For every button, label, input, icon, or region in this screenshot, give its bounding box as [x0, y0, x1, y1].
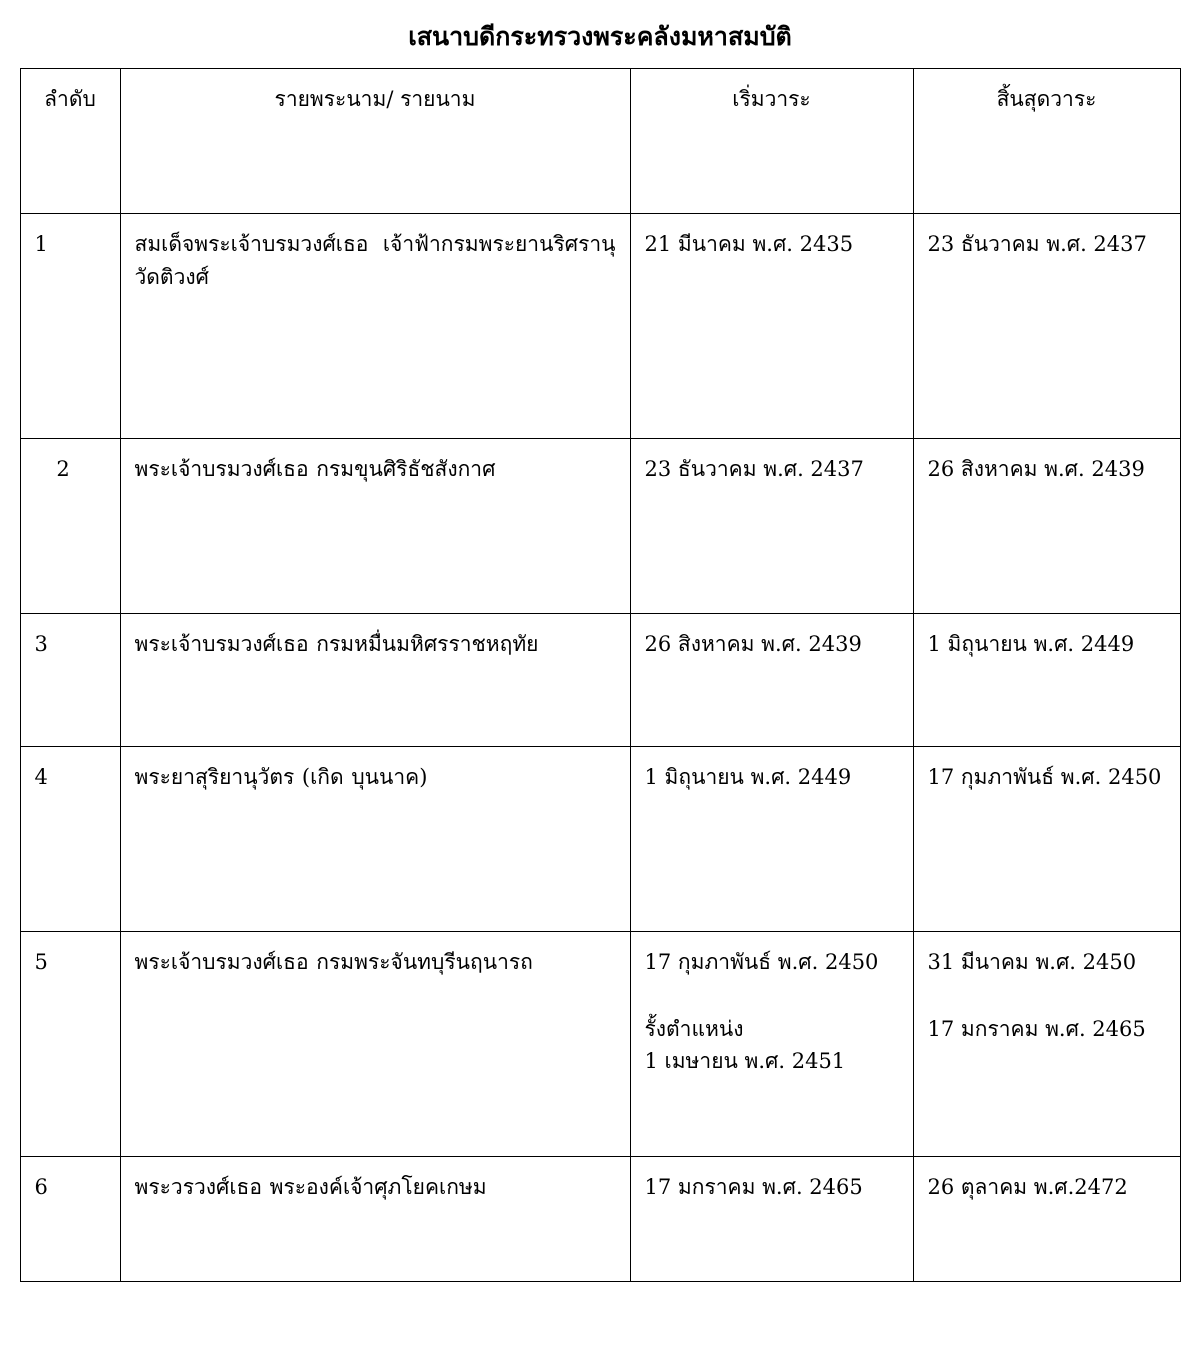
cell-end: 26 ตุลาคม พ.ศ.2472: [913, 1157, 1180, 1282]
cell-start-line1: 17 กุมภาพันธ์ พ.ศ. 2450: [644, 950, 879, 974]
cell-name: พระยาสุริยานุวัตร (เกิด บุนนาค): [120, 747, 630, 932]
table-row: [20, 932, 1180, 1157]
column-header-name: [120, 69, 630, 214]
table-row: [20, 1157, 1180, 1282]
cell-end: 1 มิถุนายน พ.ศ. 2449: [913, 614, 1180, 747]
table-row: [20, 214, 1180, 439]
column-header-order-label: ลำดับ: [44, 87, 96, 111]
table-body: [20, 214, 1180, 1282]
cell-name: พระวรวงศ์เธอ พระองค์เจ้าศุภโยคเกษม: [120, 1157, 630, 1282]
cell-end-line1: 31 มีนาคม พ.ศ. 2450: [927, 950, 1137, 974]
cell-end: 23 ธันวาคม พ.ศ. 2437: [913, 214, 1180, 439]
cell-name: พระเจ้าบรมวงศ์เธอ กรมขุนศิริธัชสังกาศ: [120, 439, 630, 614]
column-header-start: [630, 69, 913, 214]
table-row: [20, 614, 1180, 747]
cell-order: 5: [20, 932, 120, 1157]
cell-order: 6: [20, 1157, 120, 1282]
cell-start: 21 มีนาคม พ.ศ. 2435: [630, 214, 913, 439]
cell-order: 1: [20, 214, 120, 439]
column-header-end: [913, 69, 1180, 214]
table-row: [20, 439, 1180, 614]
cell-end: 26 สิงหาคม พ.ศ. 2439: [913, 439, 1180, 614]
column-header-name-label: รายพระนาม/ รายนาม: [274, 87, 476, 111]
cell-order: 4: [20, 747, 120, 932]
page-title: เสนาบดีกระทรวงพระคลังมหาสมบัติ: [408, 22, 792, 51]
cell-order: 3: [20, 614, 120, 747]
cell-end: [913, 932, 1180, 1157]
table-header: [20, 69, 1180, 214]
cell-start-line2: 1 เมษายน พ.ศ. 2451: [644, 1049, 846, 1074]
cell-end-line2: 17 มกราคม พ.ศ. 2465: [927, 1016, 1146, 1041]
cell-order: 2: [20, 439, 120, 614]
cell-start: 17 มกราคม พ.ศ. 2465: [630, 1157, 913, 1282]
column-header-start-label: เริ่มวาระ: [732, 87, 811, 111]
cell-start: [630, 932, 913, 1157]
column-header-order: [20, 69, 120, 214]
cell-start: 26 สิงหาคม พ.ศ. 2439: [630, 614, 913, 747]
cell-name: พระเจ้าบรมวงศ์เธอ กรมพระจันทบุรีนฤนารถ: [120, 932, 630, 1157]
table-row: [20, 747, 1180, 932]
cell-start: 23 ธันวาคม พ.ศ. 2437: [630, 439, 913, 614]
cell-name: พระเจ้าบรมวงศ์เธอ กรมหมื่นมหิศรราชหฤทัย: [120, 614, 630, 747]
cell-end: 17 กุมภาพันธ์ พ.ศ. 2450: [913, 747, 1180, 932]
cell-start-note: รั้งตำแหน่ง: [644, 1016, 744, 1041]
cell-start: 1 มิถุนายน พ.ศ. 2449: [630, 747, 913, 932]
column-header-end-label: สิ้นสุดวาระ: [996, 87, 1097, 111]
ministers-table: [20, 68, 1181, 1282]
cell-name: สมเด็จพระเจ้าบรมวงศ์เธอ เจ้าฟ้ากรมพระยานริศรานุวัดติวงศ์: [120, 214, 630, 439]
table-header-row: [20, 69, 1180, 214]
